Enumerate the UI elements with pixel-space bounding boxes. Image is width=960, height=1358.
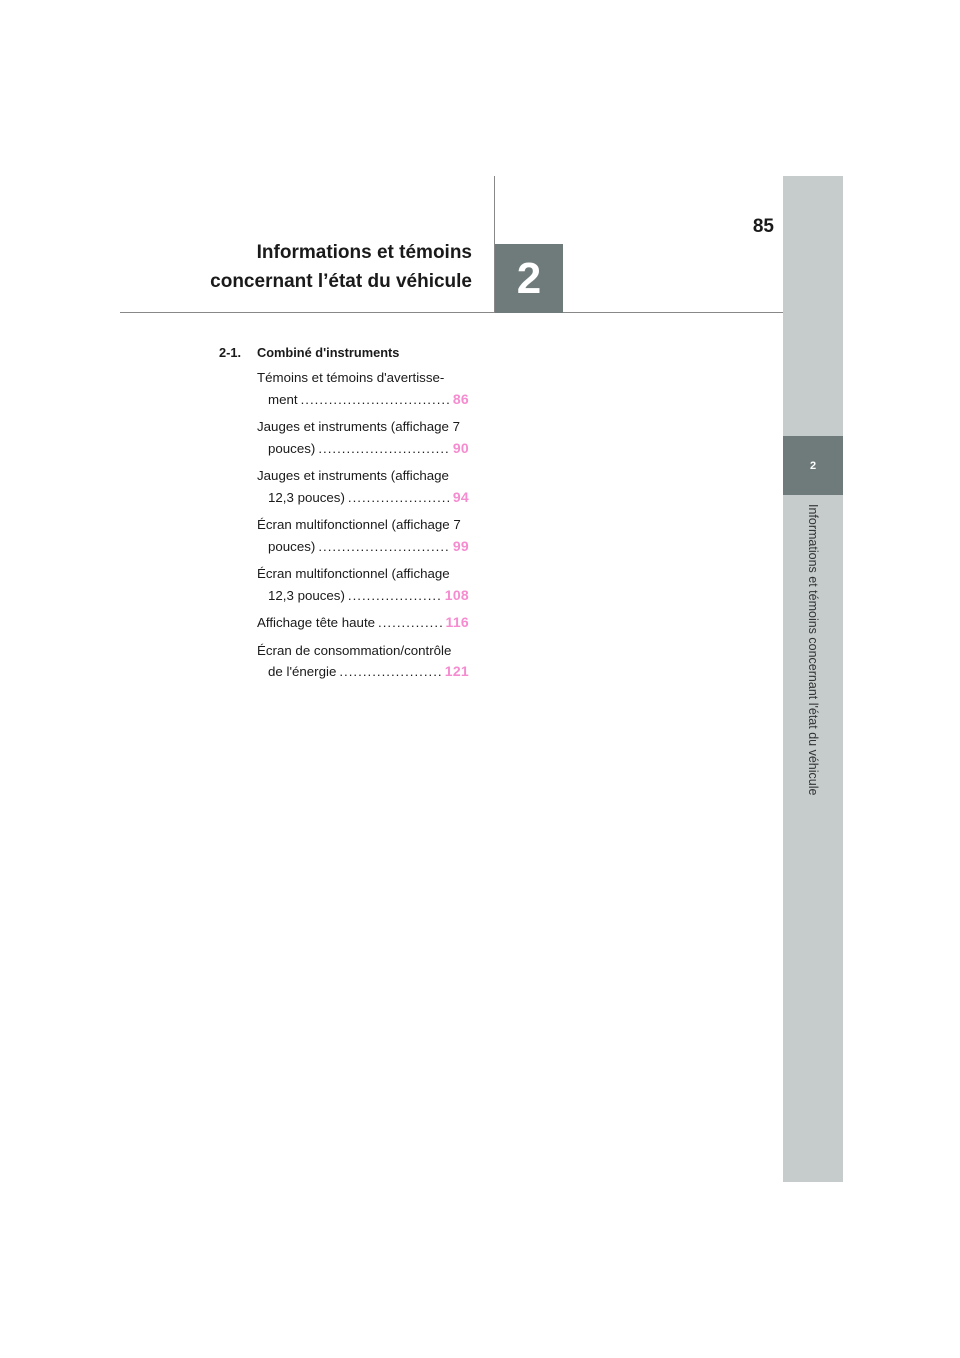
toc-entry-title-cont: 12,3 pouces) [268,489,345,505]
toc-entry-title-cont: pouces) [268,538,316,554]
page-reference[interactable]: 86 [452,390,469,407]
toc-entry-line [257,487,469,509]
toc-entry-title: Témoins et témoins d'avertisse- [257,370,445,385]
toc-entry[interactable] [257,465,469,508]
toc-entry-title-cont: pouces) [268,440,316,456]
section-heading [219,345,469,360]
toc-entry-title: Écran multifonctionnel (affichage 7 [257,517,461,532]
toc-entry[interactable] [257,612,469,634]
section-number: 2-1. [219,345,242,360]
toc-entry-title: Écran multifonctionnel (affichage [257,566,450,581]
section-title[interactable]: Combiné d'instruments [257,345,400,360]
header-horizontal-rule [120,312,783,313]
toc-entry[interactable] [257,640,469,683]
page-reference[interactable]: 99 [452,537,469,554]
toc-entry[interactable] [257,563,469,606]
toc-entry-title: Jauges et instruments (affichage 7 [257,419,461,434]
toc-entry[interactable] [257,367,469,410]
toc-entry-line [257,585,469,607]
page-reference[interactable]: 108 [444,586,469,603]
table-of-contents [219,345,469,689]
toc-entry-line [257,612,469,634]
toc-entry-title: Écran de consommation/contrôle [257,642,452,658]
dot-leader [301,389,450,411]
dot-leader [318,438,450,460]
dot-leader [318,536,450,558]
chapter-title-line-1: Informations et témoins [256,242,472,263]
dot-leader [348,487,450,509]
page-reference[interactable]: 121 [444,663,469,679]
toc-entry-line [257,438,469,460]
dot-leader [378,612,442,634]
toc-entry-title-cont: de l'énergie [268,664,337,679]
toc-entry-title-cont: ment [268,391,298,407]
toc-entry-line [257,536,469,558]
toc-entry-title: Affichage tête haute [257,615,376,630]
page-number: 85 [752,216,774,237]
page-reference[interactable]: 94 [452,488,469,505]
page-reference[interactable]: 90 [452,439,469,456]
side-tab-chapter-number: 2 [783,436,843,495]
dot-leader [339,661,441,683]
toc-entry-line [257,661,469,683]
dot-leader [348,585,442,607]
page-reference[interactable]: 116 [445,614,469,630]
chapter-title-line-2: concernant l’état du véhicule [210,271,472,292]
toc-entry[interactable] [257,514,469,557]
toc-entry[interactable] [257,416,469,459]
side-tab-label-text: Informations et témoins concernant l'état du véhicule [806,504,820,796]
toc-entry-title: Jauges et instruments (affichage [257,468,449,483]
toc-entry-title-cont: 12,3 pouces) [268,587,345,603]
chapter-title [210,238,472,296]
toc-entry-line [257,389,469,411]
chapter-number-box: 2 [495,244,563,313]
